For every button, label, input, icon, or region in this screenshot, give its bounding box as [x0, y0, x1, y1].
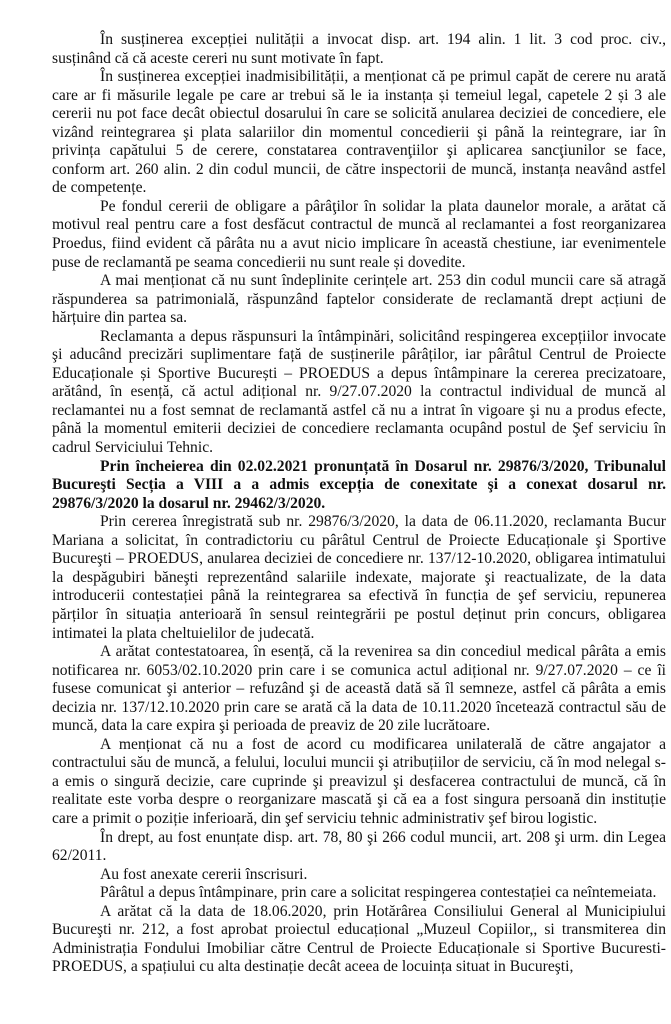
paragraph-claim-29876: Prin cererea înregistrată sub nr. 29876/3/2020, la data de 06.11.2020, reclamanta Bucur Mariana a solicitat, în contradictoriu cu pârâtul Centrul de Proiecte Educaționale şi Sportive Bucureşti – PROEDUS, anularea deciziei de concediere nr. 137/12-10.2020, obligarea intimatului la despăgubiri băneşti reprezentând salariile indexate, majorate şi reactualizate, de la data introducerii contestației până la reintegrarea sa efectivă în funcția de şef serviciu, repunerea părților în situația anterioară în sensul reintegrării pe postul deținut prin concurs, obligarea intimatei la plata cheltuielilor de judecată. — [52, 513, 666, 642]
paragraph-claimant-response: Reclamanta a depus răspunsuri la întâmpinări, solicitând respingerea excepțiilor invocate şi aducând precizări suplimentare față de susținerile pârâților, iar pârâtul Centrul de Proiecte Educaționale și Sportive București – PROEDUS a depus întâmpinare la cererea precizatoare, arătând, în esență, că actul adițional nr. 9/27.07.2020 la contractul individual de muncă al reclamantei nu a fost semnat de reclamantă astfel că nu a intrat în vigoare şi nu a produs efecte, până la momentul emiterii deciziei de concediere reclamanta ocupând postul de Şef serviciu în cadrul Serviciului Tehnic. — [52, 327, 666, 457]
paragraph-legal-basis: În drept, au fost enunțate disp. art. 78, 80 şi 266 codul muncii, art. 208 şi urm. din Legea 62/2011. — [52, 828, 666, 865]
paragraph-conexity-ruling: Prin încheierea din 02.02.2021 pronunțată în Dosarul nr. 29876/3/2020, Tribunalul Bucureşti Secția a VIII a a admis excepția de conexitate şi a conexat dosarul nr. 29876/3/2020 la dosarul nr. 29462/3/2020. — [52, 457, 666, 512]
paragraph-exception-inadmissibility: În susținerea excepției inadmisibilității, a menționat că pe primul capăt de cerere nu arată care ar fi măsurile legale pe care ar trebui să le ia instanța și temeiul legal, capetele 2 și 3 ale cererii nu pot face decât obiectul dosarului în care se solicită anularea deciziei de concediere, ele vizând reintegrarea şi plata salariilor din momentul concedierii şi până la reintegrare, iar în privința capătului 5 de cerere, constatarea contravenţiilor şi aplicarea sancţiunilor se face, conform art. 260 alin. 2 din codul muncii, de către inspectorii de muncă, instanța neavând astfel de competențe. — [52, 68, 666, 197]
paragraph-unilateral-modification: A menționat că nu a fost de acord cu modificarea unilaterală de către angajator a contractului său de muncă, a felului, locului muncii şi atribuțiilor de serviciu, că în mod nelegal s-a emis o singură decizie, care cuprinde şi preavizul şi desfacerea contractului de muncă, că în realitate este vorba despre o reorganizare mascată şi că ea a fost singura persoană din instituție care a primit o poziție inferioară, din şef serviciu tehnic administrativ şef birou logistic. — [52, 735, 666, 827]
paragraph-contestant-arguments: A arătat contestatoarea, în esență, că la revenirea sa din concediul medical pârâta a emis notificarea nr. 6053/02.10.2020 prin care i se comunica actul adițional nr. 9/27.07.2020 – ce îi fusese comunicat şi anterior – refuzând şi de această dată să îl semneze, astfel că pârâta a emis decizia nr. 137/12.10.2020 prin care se arată că la data de 10.11.2020 încetează contractul său de muncă, data la care expira şi perioada de preaviz de 20 zile lucrătoare. — [52, 643, 666, 735]
paragraph-defendant-response: Pârâtul a depus întâmpinare, prin care a solicitat respingerea contestației ca neîntemeiata. — [100, 884, 657, 902]
paragraph-annexed-documents: Au fost anexate cererii înscrisuri. — [100, 865, 308, 883]
document-page — [52, 31, 666, 977]
paragraph-council-decision: A arătat că la data de 18.06.2020, prin Hotărârea Consiliului General al Municipiului Bucureşti nr. 212, a fost aprobat proiectul educațional „Muzeul Copiilor,, si transmiterea din Administrația Fondului Imobiliar către Centrul de Proiecte Educaționale si Sportive Bucuresti-PROEDUS, a spațiului cu alta destinație decât aceea de locuința situat in Bucureşti, — [52, 902, 666, 976]
paragraph-art-253: A mai menționat că nu sunt îndeplinite cerințele art. 253 din codul muncii care să atragă răspunderea sa patrimonială, răspunzând faptelor considerate de reclamantă drept acțiuni de hărțuire din partea sa. — [52, 272, 666, 327]
paragraph-moral-damages: Pe fondul cererii de obligare a pârâţilor în solidar la plata daunelor morale, a arătat că motivul real pentru care a fost desfăcut contractul de muncă al reclamantei a fost reorganizarea Proedus, fiind evident că pârâta nu a avut nicio implicare în această chestiune, iar evenimentele puse de reclamantă pe seama concedierii nu sunt reale și dovedite. — [52, 197, 666, 271]
paragraph-exception-nullity: În susținerea excepției nulității a invocat disp. art. 194 alin. 1 lit. 3 cod proc. civ., susținând că că aceste cereri nu sunt motivate în fapt. — [52, 31, 666, 67]
